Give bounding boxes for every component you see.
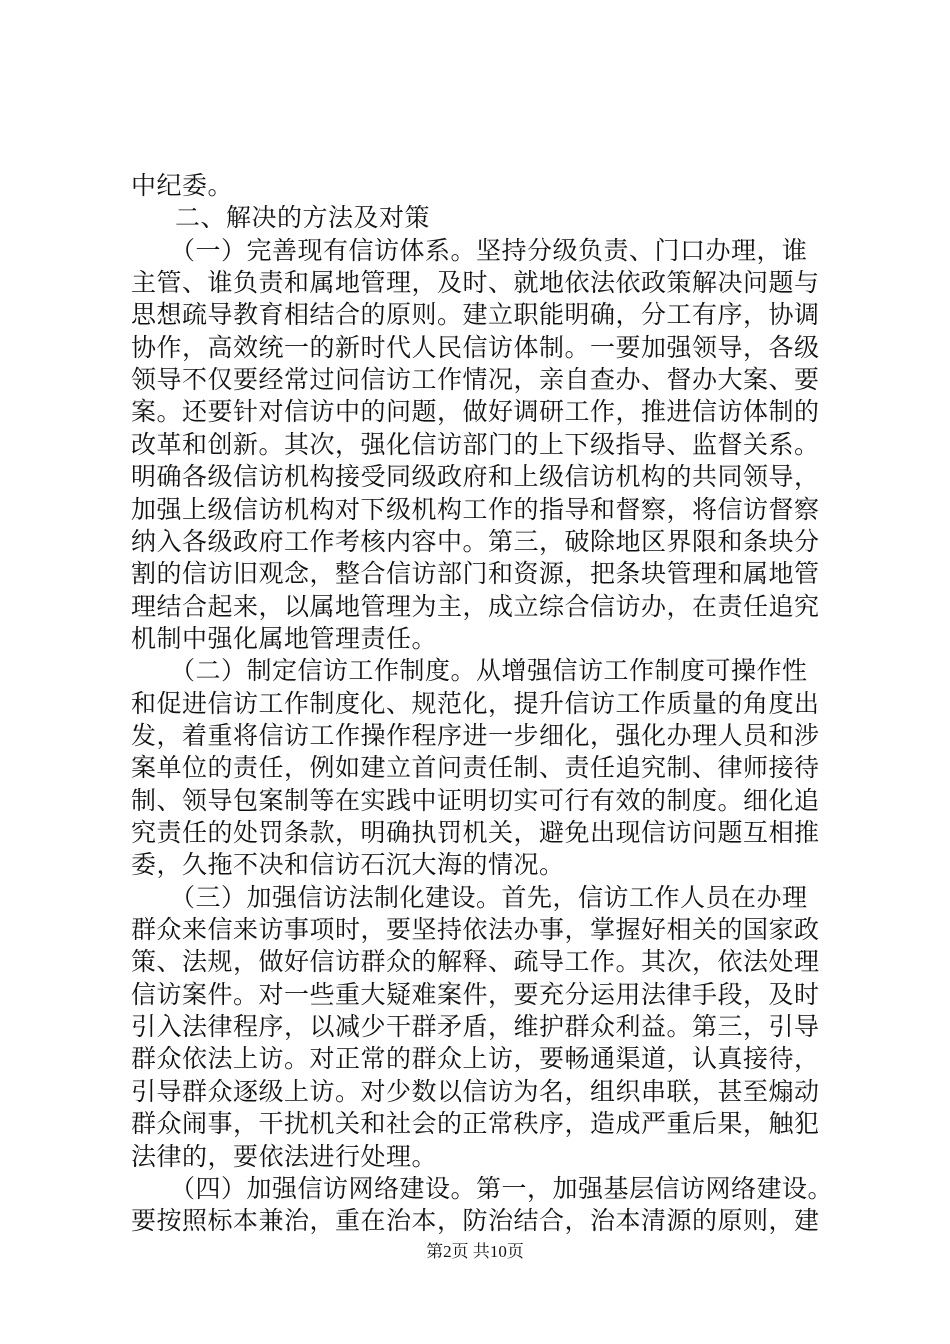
text-line: 案单位的责任，例如建立首问责任制、责任追究制、律师接待 [131, 753, 820, 783]
text-line: 加强上级信访机构对下级机构工作的指导和督察，将信访督察 [131, 494, 820, 524]
text-line: 协作，高效统一的新时代人民信访体制。一要加强领导，各级 [131, 332, 820, 362]
text-line: 理结合起来，以属地管理为主，成立综合信访办，在责任追究 [131, 591, 820, 621]
text-line: 中纪委。 [131, 171, 234, 200]
text-line: （一）完善现有信访体系。坚持分级负责、门口办理，谁 [170, 235, 808, 265]
text-line: 要按照标本兼治，重在治本，防治结合，治本清源的原则，建 [131, 1206, 820, 1236]
text-line: 究责任的处罚条款，明确执罚机关，避免出现信访问题互相推 [131, 818, 820, 847]
text-line: 群众闹事，干扰机关和社会的正常秩序，造成严重后果，触犯 [131, 1109, 820, 1139]
text-line: （三）加强信访法制化建设。首先，信访工作人员在办理 [170, 882, 808, 912]
text-line: 法律的，要依法进行处理。 [131, 1141, 438, 1171]
text-line: 纳入各级政府工作考核内容中。第三，破除地区界限和条块分 [131, 526, 820, 556]
text-line: 发，着重将信访工作操作程序进一步细化，强化办理人员和涉 [131, 720, 820, 750]
text-line: 群众来信来访事项时，要坚持依法办事，掌握好相关的国家政 [131, 915, 820, 945]
text-line: 委，久拖不决和信访石沉大海的情况。 [131, 850, 565, 880]
text-line: 二、解决的方法及对策 [175, 203, 431, 233]
page-footer: 第2页 共10页 [426, 1242, 524, 1261]
text-line: 机制中强化属地管理责任。 [131, 623, 438, 653]
text-line: 领导不仅要经常过问信访工作情况，亲自查办、督办大案、要 [131, 365, 820, 395]
text-line: 制、领导包案制等在实践中证明切实可行有效的制度。细化追 [131, 785, 820, 815]
text-line: 明确各级信访机构接受同级政府和上级信访机构的共同领导， [131, 462, 820, 492]
text-line: 改革和创新。其次，强化信访部门的上下级指导、监督关系。 [131, 429, 820, 459]
text-line: 策、法规，做好信访群众的解释、疏导工作。其次，依法处理 [131, 947, 820, 977]
text-line: 和促进信访工作制度化、规范化，提升信访工作质量的角度出 [131, 688, 820, 718]
text-line: 案。还要针对信访中的问题，做好调研工作，推进信访体制的 [131, 397, 820, 427]
text-line: （四）加强信访网络建设。第一，加强基层信访网络建设。 [170, 1173, 834, 1203]
text-line: 引入法律程序，以减少干群矛盾，维护群众利益。第三，引导 [131, 1012, 820, 1042]
text-line: 思想疏导教育相结合的原则。建立职能明确，分工有序，协调 [131, 300, 820, 330]
text-line: 群众依法上访。对正常的群众上访，要畅通渠道，认真接待， [131, 1044, 820, 1074]
text-line: 引导群众逐级上访。对少数以信访为名，组织串联，甚至煽动 [131, 1076, 820, 1106]
text-line: 信访案件。对一些重大疑难案件，要充分运用法律手段，及时 [131, 979, 820, 1009]
text-line: 主管、谁负责和属地管理，及时、就地依法依政策解决问题与 [131, 268, 820, 298]
text-line: 割的信访旧观念，整合信访部门和资源，把条块管理和属地管 [131, 559, 820, 589]
text-line: （二）制定信访工作制度。从增强信访工作制度可操作性 [170, 656, 808, 686]
